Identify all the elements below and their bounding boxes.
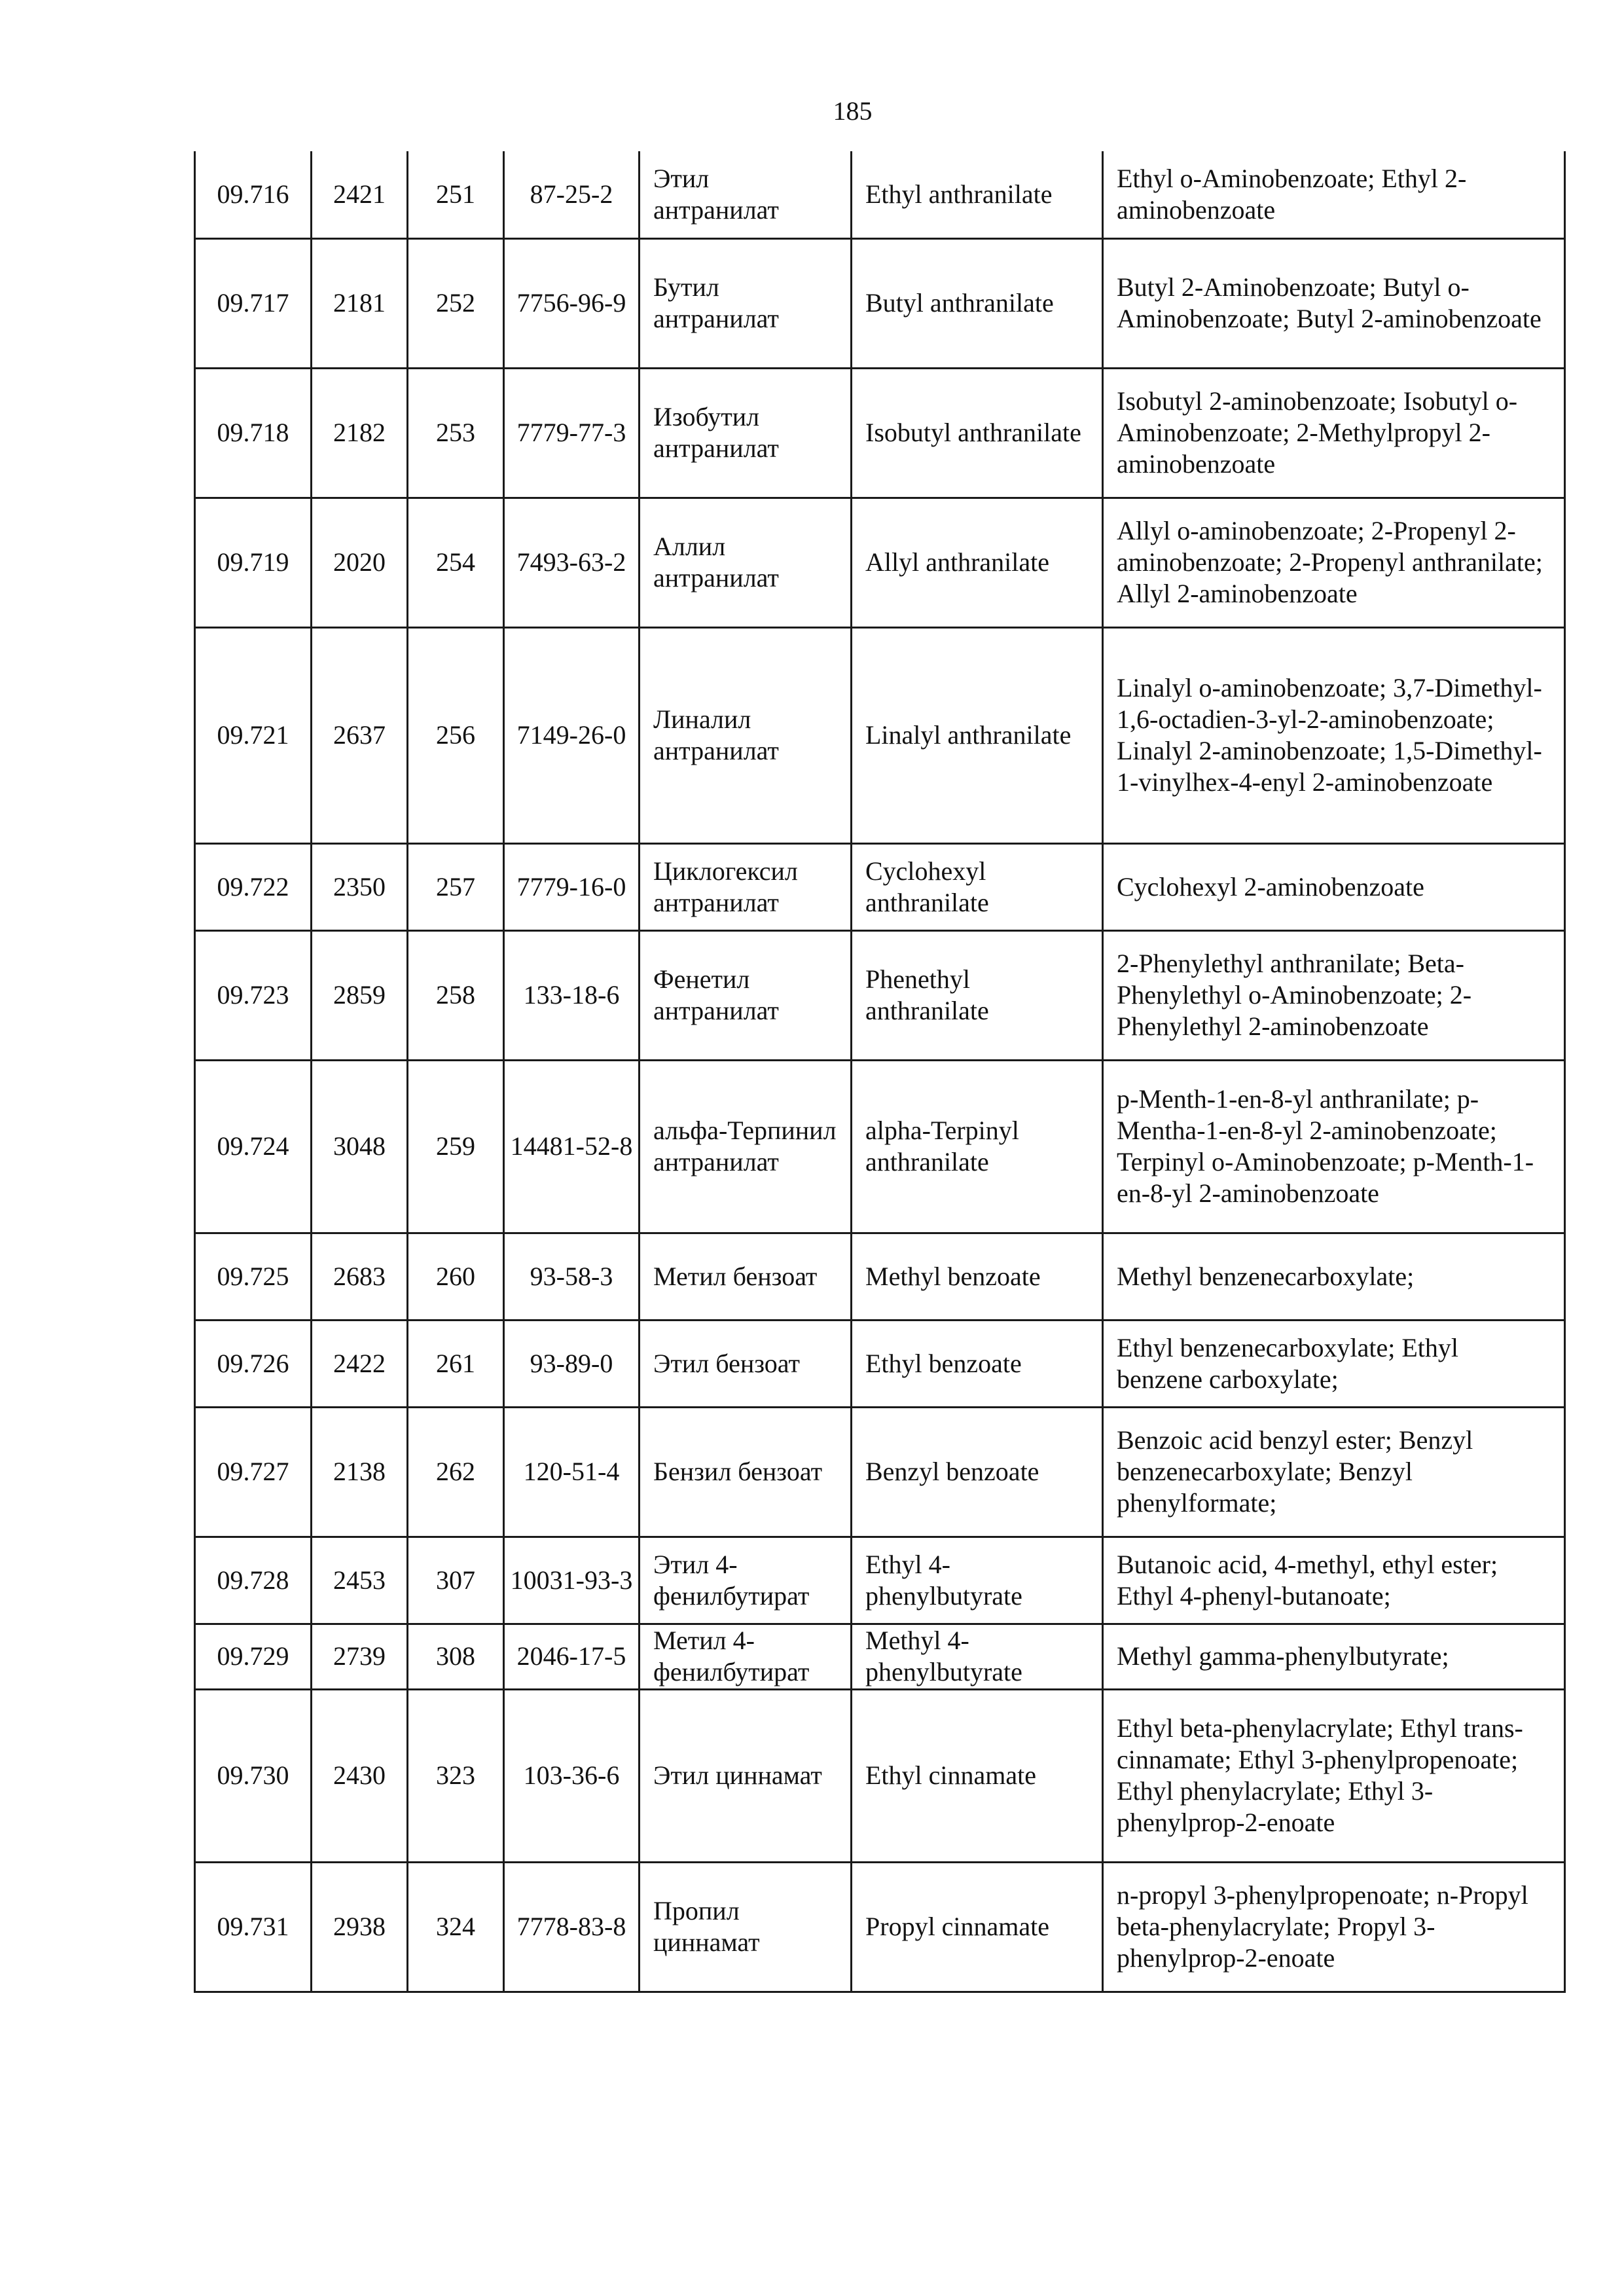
coe-number-cell: 253 <box>408 368 504 498</box>
coe-number-cell: 261 <box>408 1320 504 1407</box>
jecfa-number-cell: 2138 <box>312 1407 408 1537</box>
russian-name-cell: Бензил бензоат <box>640 1407 852 1537</box>
table-row <box>195 238 1565 368</box>
jecfa-number-cell: 2637 <box>312 627 408 843</box>
english-name-cell: Isobutyl anthranilate <box>852 368 1103 498</box>
russian-name-cell: Пропил циннамат <box>640 1862 852 1992</box>
jecfa-number-cell: 2020 <box>312 498 408 627</box>
fl-number-cell: 09.730 <box>195 1689 312 1862</box>
fl-number-cell: 09.727 <box>195 1407 312 1537</box>
russian-name-cell: Этил циннамат <box>640 1689 852 1862</box>
synonyms-cell: Ethyl benzenecarboxylate; Ethyl benzene carboxylate; <box>1103 1320 1565 1407</box>
table-row <box>195 368 1565 498</box>
synonyms-cell: Isobutyl 2-aminobenzoate; Isobutyl o-Aminobenzoate; 2-Methylpropyl 2-aminobenzoate <box>1103 368 1565 498</box>
synonyms-cell: Butanoic acid, 4-methyl, ethyl ester; Ethyl 4-phenyl-butanoate; <box>1103 1537 1565 1624</box>
coe-number-cell: 262 <box>408 1407 504 1537</box>
russian-name-cell: Изобутил антранилат <box>640 368 852 498</box>
fl-number-cell: 09.728 <box>195 1537 312 1624</box>
russian-name-cell: Этил бензоат <box>640 1320 852 1407</box>
english-name-cell: Propyl cinnamate <box>852 1862 1103 1992</box>
page-number: 185 <box>833 96 873 126</box>
table-row <box>195 1624 1565 1689</box>
coe-number-cell: 254 <box>408 498 504 627</box>
cas-number-cell: 93-89-0 <box>504 1320 640 1407</box>
english-name-cell: alpha-Terpinyl anthranilate <box>852 1060 1103 1233</box>
cas-number-cell: 133-18-6 <box>504 930 640 1060</box>
jecfa-number-cell: 2453 <box>312 1537 408 1624</box>
cas-number-cell: 10031-93-3 <box>504 1537 640 1624</box>
jecfa-number-cell: 2859 <box>312 930 408 1060</box>
russian-name-cell: Фенетил антранилат <box>640 930 852 1060</box>
english-name-cell: Phenethyl anthranilate <box>852 930 1103 1060</box>
english-name-cell: Benzyl benzoate <box>852 1407 1103 1537</box>
cas-number-cell: 103-36-6 <box>504 1689 640 1862</box>
english-name-cell: Methyl 4-phenylbutyrate <box>852 1624 1103 1689</box>
fl-number-cell: 09.723 <box>195 930 312 1060</box>
russian-name-cell: Этил 4-фенилбутират <box>640 1537 852 1624</box>
coe-number-cell: 308 <box>408 1624 504 1689</box>
cas-number-cell: 7149-26-0 <box>504 627 640 843</box>
table-row <box>195 1060 1565 1233</box>
synonyms-cell: Methyl gamma-phenylbutyrate; <box>1103 1624 1565 1689</box>
fl-number-cell: 09.722 <box>195 843 312 930</box>
english-name-cell: Cyclohexyl anthranilate <box>852 843 1103 930</box>
cas-number-cell: 7779-77-3 <box>504 368 640 498</box>
jecfa-number-cell: 2350 <box>312 843 408 930</box>
synonyms-cell: Allyl o-aminobenzoate; 2-Propenyl 2-aminobenzoate; 2-Propenyl anthranilate; Allyl 2-aminobenzoate <box>1103 498 1565 627</box>
table-row <box>195 1233 1565 1320</box>
coe-number-cell: 252 <box>408 238 504 368</box>
jecfa-number-cell: 2938 <box>312 1862 408 1992</box>
cas-number-cell: 7756-96-9 <box>504 238 640 368</box>
jecfa-number-cell: 2181 <box>312 238 408 368</box>
jecfa-number-cell: 2422 <box>312 1320 408 1407</box>
table-row <box>195 1537 1565 1624</box>
fl-number-cell: 09.716 <box>195 151 312 238</box>
coe-number-cell: 257 <box>408 843 504 930</box>
synonyms-cell: p-Menth-1-en-8-yl anthranilate; p-Mentha-1-en-8-yl 2-aminobenzoate; Terpinyl o-Aminobenzoate; p-Menth-1-en-8-yl 2-aminobenzoate <box>1103 1060 1565 1233</box>
cas-number-cell: 7779-16-0 <box>504 843 640 930</box>
english-name-cell: Linalyl anthranilate <box>852 627 1103 843</box>
synonyms-cell: Linalyl o-aminobenzoate; 3,7-Dimethyl-1,6-octadien-3-yl-2-aminobenzoate; Linalyl 2-aminobenzoate; 1,5-Dimethyl-1-vinylhex-4-enyl 2-aminobenzoate <box>1103 627 1565 843</box>
table-row <box>195 498 1565 627</box>
fl-number-cell: 09.718 <box>195 368 312 498</box>
fl-number-cell: 09.726 <box>195 1320 312 1407</box>
synonyms-cell: Ethyl beta-phenylacrylate; Ethyl trans-cinnamate; Ethyl 3-phenylpropenoate; Ethyl phenylacrylate; Ethyl 3-phenylprop-2-enoate <box>1103 1689 1565 1862</box>
cas-number-cell: 87-25-2 <box>504 151 640 238</box>
jecfa-number-cell: 2182 <box>312 368 408 498</box>
fl-number-cell: 09.717 <box>195 238 312 368</box>
english-name-cell: Allyl anthranilate <box>852 498 1103 627</box>
russian-name-cell: Метил 4-фенилбутират <box>640 1624 852 1689</box>
synonyms-cell: Butyl 2-Aminobenzoate; Butyl o-Aminobenzoate; Butyl 2-aminobenzoate <box>1103 238 1565 368</box>
cas-number-cell: 7493-63-2 <box>504 498 640 627</box>
synonyms-cell: 2-Phenylethyl anthranilate; Beta-Phenylethyl o-Aminobenzoate; 2-Phenylethyl 2-aminobenzoate <box>1103 930 1565 1060</box>
russian-name-cell: Аллил антранилат <box>640 498 852 627</box>
table-row <box>195 151 1565 238</box>
russian-name-cell: Этил антранилат <box>640 151 852 238</box>
table-row <box>195 627 1565 843</box>
english-name-cell: Ethyl anthranilate <box>852 151 1103 238</box>
coe-number-cell: 307 <box>408 1537 504 1624</box>
coe-number-cell: 258 <box>408 930 504 1060</box>
flavouring-substances-table <box>194 151 1566 1993</box>
synonyms-cell: Methyl benzenecarboxylate; <box>1103 1233 1565 1320</box>
coe-number-cell: 260 <box>408 1233 504 1320</box>
table-row <box>195 930 1565 1060</box>
fl-number-cell: 09.725 <box>195 1233 312 1320</box>
jecfa-number-cell: 2683 <box>312 1233 408 1320</box>
fl-number-cell: 09.729 <box>195 1624 312 1689</box>
table-row <box>195 1407 1565 1537</box>
cas-number-cell: 14481-52-8 <box>504 1060 640 1233</box>
fl-number-cell: 09.719 <box>195 498 312 627</box>
russian-name-cell: альфа-Терпинил антранилат <box>640 1060 852 1233</box>
coe-number-cell: 323 <box>408 1689 504 1862</box>
english-name-cell: Ethyl 4-phenylbutyrate <box>852 1537 1103 1624</box>
coe-number-cell: 256 <box>408 627 504 843</box>
coe-number-cell: 251 <box>408 151 504 238</box>
coe-number-cell: 259 <box>408 1060 504 1233</box>
table-row <box>195 1320 1565 1407</box>
cas-number-cell: 2046-17-5 <box>504 1624 640 1689</box>
table-row <box>195 843 1565 930</box>
english-name-cell: Ethyl cinnamate <box>852 1689 1103 1862</box>
synonyms-cell: Ethyl o-Aminobenzoate; Ethyl 2-aminobenzoate <box>1103 151 1565 238</box>
jecfa-number-cell: 2430 <box>312 1689 408 1862</box>
cas-number-cell: 93-58-3 <box>504 1233 640 1320</box>
cas-number-cell: 120-51-4 <box>504 1407 640 1537</box>
synonyms-cell: Benzoic acid benzyl ester; Benzyl benzenecarboxylate; Benzyl phenylformate; <box>1103 1407 1565 1537</box>
synonyms-cell: n-propyl 3-phenylpropenoate; n-Propyl beta-phenylacrylate; Propyl 3-phenylprop-2-enoate <box>1103 1862 1565 1992</box>
fl-number-cell: 09.721 <box>195 627 312 843</box>
jecfa-number-cell: 2421 <box>312 151 408 238</box>
table-row <box>195 1689 1565 1862</box>
english-name-cell: Methyl benzoate <box>852 1233 1103 1320</box>
russian-name-cell: Метил бензоат <box>640 1233 852 1320</box>
russian-name-cell: Бутил антранилат <box>640 238 852 368</box>
jecfa-number-cell: 3048 <box>312 1060 408 1233</box>
synonyms-cell: Cyclohexyl 2-aminobenzoate <box>1103 843 1565 930</box>
russian-name-cell: Циклогексил антранилат <box>640 843 852 930</box>
jecfa-number-cell: 2739 <box>312 1624 408 1689</box>
cas-number-cell: 7778-83-8 <box>504 1862 640 1992</box>
english-name-cell: Butyl anthranilate <box>852 238 1103 368</box>
coe-number-cell: 324 <box>408 1862 504 1992</box>
russian-name-cell: Линалил антранилат <box>640 627 852 843</box>
table-row <box>195 1862 1565 1992</box>
english-name-cell: Ethyl benzoate <box>852 1320 1103 1407</box>
fl-number-cell: 09.731 <box>195 1862 312 1992</box>
fl-number-cell: 09.724 <box>195 1060 312 1233</box>
